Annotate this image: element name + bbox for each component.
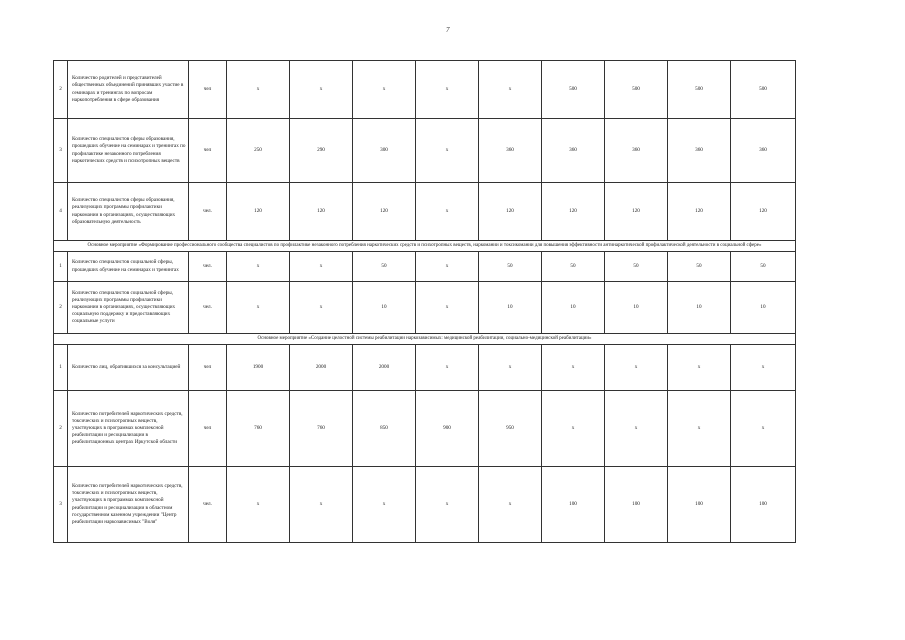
value-cell: x [416,252,479,282]
value-cell: 360 [668,119,731,183]
value-cell: 500 [731,61,796,119]
section-header-row [54,334,796,345]
value-cell: x [416,282,479,334]
value-cell: x [416,467,479,543]
value-cell: x [290,252,353,282]
value-cell: x [290,282,353,334]
unit-cell: чел [189,119,227,183]
value-cell: x [542,391,605,467]
value-cell: 850 [353,391,416,467]
value-cell: 50 [731,252,796,282]
value-cell: 10 [605,282,668,334]
value-cell: x [479,61,542,119]
value-cell: 100 [605,467,668,543]
indicator-description: Количество потребителей наркотических средств, токсических и психотропных веществ, участвующих в программах комплексной реабилитации и ресоциализации в реабилитационных центрах Иркутской области [68,391,189,467]
value-cell: x [668,391,731,467]
value-cell: x [416,345,479,391]
value-cell: 120 [542,183,605,241]
row-number: 2 [54,61,68,119]
value-cell: 100 [668,467,731,543]
unit-cell: чел. [189,183,227,241]
value-cell: x [479,345,542,391]
value-cell: 120 [731,183,796,241]
value-cell: x [668,345,731,391]
value-cell: 500 [542,61,605,119]
value-cell: 50 [605,252,668,282]
value-cell: 360 [542,119,605,183]
indicator-description: Количество специалистов социальной сферы, прошедших обучение на семинарах и тренингах [68,252,189,282]
row-number: 3 [54,119,68,183]
value-cell: x [227,252,290,282]
value-cell: 10 [668,282,731,334]
unit-cell: чел. [189,467,227,543]
value-cell: x [416,119,479,183]
table-row [54,183,796,241]
table-row [54,252,796,282]
value-cell: x [731,391,796,467]
value-cell: 10 [731,282,796,334]
value-cell: 100 [542,467,605,543]
value-cell: 120 [479,183,542,241]
value-cell: 360 [479,119,542,183]
value-cell: 120 [290,183,353,241]
value-cell: 50 [668,252,731,282]
table-row [54,345,796,391]
unit-cell: чел. [189,252,227,282]
value-cell: 10 [479,282,542,334]
value-cell: x [290,61,353,119]
value-cell: 50 [353,252,416,282]
value-cell: x [542,345,605,391]
value-cell: 760 [227,391,290,467]
table-row [54,391,796,467]
indicator-description: Количество специалистов сферы образования, реализующих программы профилактики наркомании в организациях, осуществляющих образовательную деятельность [68,183,189,241]
table-row [54,282,796,334]
unit-cell: чел. [189,282,227,334]
value-cell: 250 [227,119,290,183]
value-cell: x [416,61,479,119]
value-cell: 2000 [353,345,416,391]
value-cell: x [290,467,353,543]
indicator-description: Количество специалистов сферы образования, прошедших обучение на семинарах и тренингах по профилактике незаконного потребления наркотических средств и психотропных веществ [68,119,189,183]
value-cell: 950 [479,391,542,467]
table-row [54,119,796,183]
value-cell: x [353,467,416,543]
value-cell: 50 [542,252,605,282]
indicators-table [53,60,796,543]
value-cell: 120 [353,183,416,241]
row-number: 2 [54,391,68,467]
page-number: 7 [446,26,450,34]
value-cell: 50 [479,252,542,282]
row-number: 2 [54,282,68,334]
row-number: 3 [54,467,68,543]
value-cell: 300 [353,119,416,183]
indicator-description: Количество родителей и представителей общественных объединений принявших участие в семинарах и тренингах по вопросам наркопотребления в сфере образования [68,61,189,119]
value-cell: 2000 [290,345,353,391]
unit-cell: чел [189,345,227,391]
value-cell: x [227,282,290,334]
value-cell: x [605,391,668,467]
indicator-description: Количество потребителей наркотических средств, токсических и психотропных веществ, участвующих в программах комплексной реабилитации и ресоциализации в областном государственном казенном учреждении "Центр реабилитации наркозависимых "Воля" [68,467,189,543]
value-cell: 100 [731,467,796,543]
value-cell: 900 [416,391,479,467]
value-cell: x [605,345,668,391]
value-cell: 10 [542,282,605,334]
value-cell: 760 [290,391,353,467]
value-cell: 10 [353,282,416,334]
value-cell: 1900 [227,345,290,391]
value-cell: 500 [605,61,668,119]
table-row [54,467,796,543]
value-cell: x [479,467,542,543]
value-cell: x [227,467,290,543]
row-number: 4 [54,183,68,241]
value-cell: x [227,61,290,119]
section-header-row [54,241,796,252]
unit-cell: чел [189,391,227,467]
unit-cell: чел [189,61,227,119]
table-body [54,61,796,543]
value-cell: 120 [227,183,290,241]
value-cell: 360 [605,119,668,183]
table-row [54,61,796,119]
value-cell: x [416,183,479,241]
value-cell: 500 [668,61,731,119]
value-cell: 120 [668,183,731,241]
value-cell: x [353,61,416,119]
section-title: Основное мероприятие «Формирование профессионального сообщества специалистов по профилактике незаконного потребления наркотических средств и психотропных веществ, наркомании и токсикомании для повышения эффективности антинаркотической профилактической деятельности в социальной сфере» [54,241,796,252]
indicator-description: Количество лиц, обратившихся за консультацией [68,345,189,391]
section-title: Основное мероприятие «Создание целостной системы реабилитации наркозависимых: медицинской реабилитации, социально-медицинской реабилитации» [54,334,796,345]
row-number: 1 [54,345,68,391]
value-cell: 120 [605,183,668,241]
row-number: 1 [54,252,68,282]
value-cell: x [731,345,796,391]
value-cell: 290 [290,119,353,183]
indicator-description: Количество специалистов социальной сферы, реализующих программы профилактики наркомании в организациях, осуществляющих социальную поддержку и предоставляющих социальные услуги [68,282,189,334]
value-cell: 360 [731,119,796,183]
